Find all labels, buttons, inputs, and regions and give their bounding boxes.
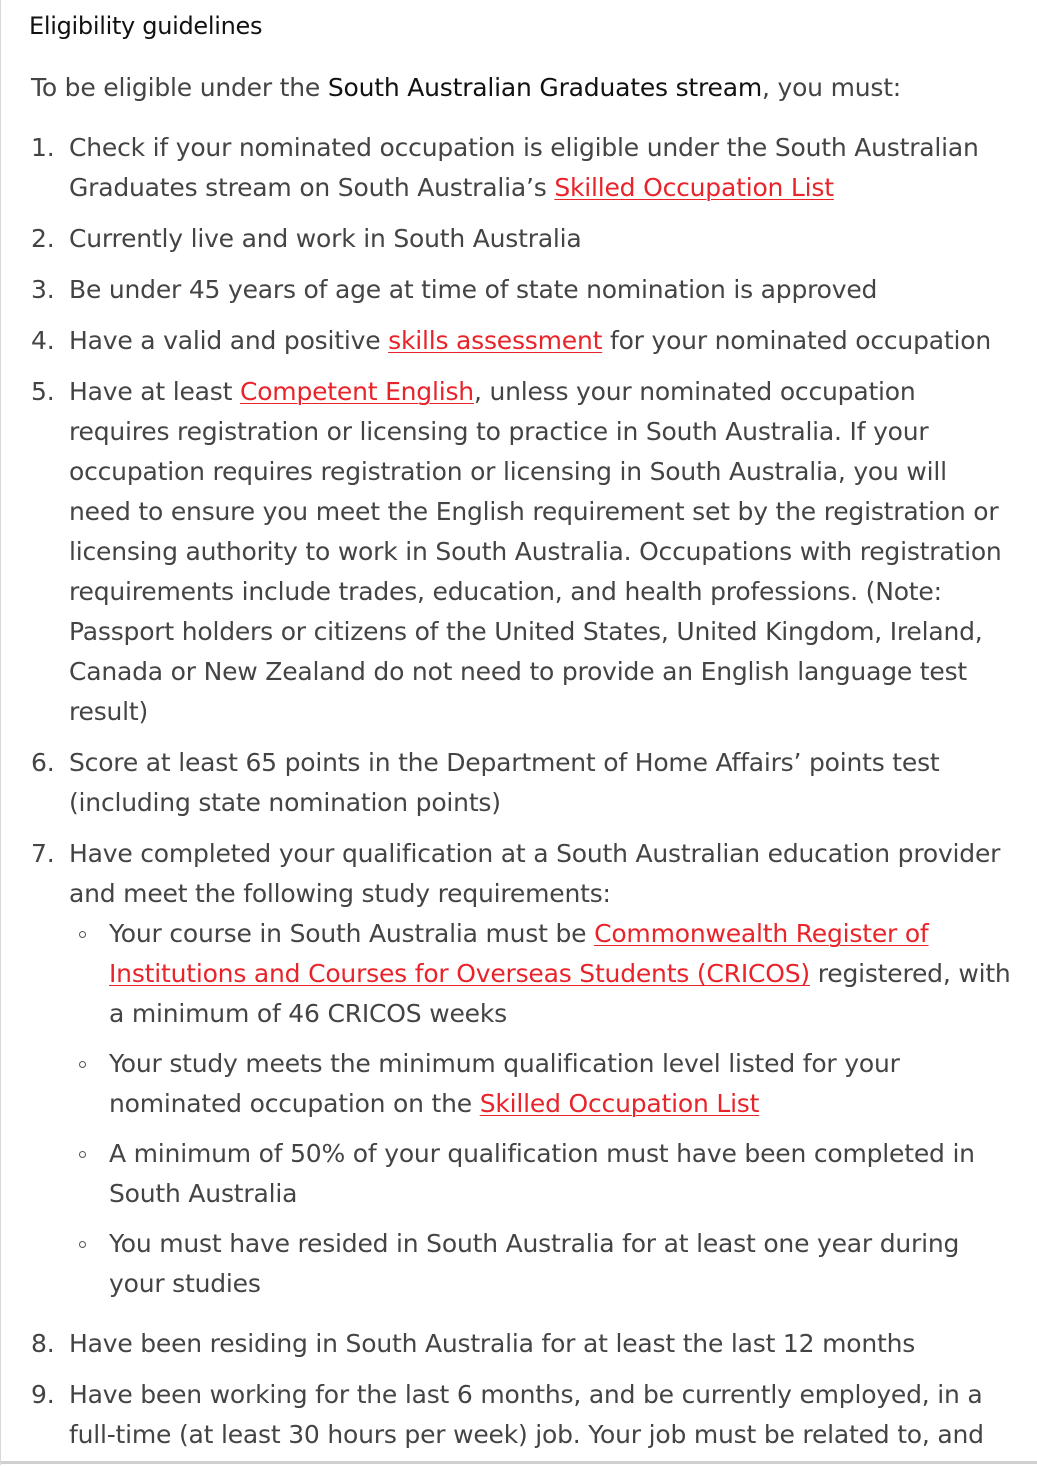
item-number: 4. [31, 326, 55, 355]
bullet-icon [79, 931, 86, 938]
item-number: 1. [31, 133, 55, 162]
section-heading: Eligibility guidelines [29, 12, 263, 40]
sub-item-4 [69, 1224, 1011, 1304]
skilled-occupation-list-link[interactable]: Skilled Occupation List [554, 173, 834, 202]
item-number: 2. [31, 224, 55, 253]
intro-paragraph [31, 70, 901, 106]
intro-prefix: To be eligible under the [31, 73, 328, 102]
sub-item-text: Your study meets the minimum qualification level listed for your nominated occupation on the [109, 1049, 900, 1118]
sub-item-text: Your course in South Australia must be [109, 919, 595, 948]
skills-assessment-link[interactable]: skills assessment [388, 326, 603, 355]
stream-name: South Australian Graduates stream [327, 73, 762, 102]
study-requirements-list [69, 914, 1011, 1304]
bottom-divider [1, 1461, 1037, 1464]
list-item-3 [1, 270, 1031, 310]
sub-item-text: You must have resided in South Australia for at least one year during your studies [109, 1229, 960, 1298]
item-text: Have been working for the last 6 months, and be currently employed, in a full-time (at least 30 hours per week) job. Your job must be related to, and [69, 1380, 984, 1449]
item-text: Score at least 65 points in the Department of Home Affairs’ points test (including state nomination points) [69, 748, 940, 817]
cricos-link[interactable]: Commonwealth Register of Institutions and Courses for Overseas Students (CRICOS) [109, 919, 929, 988]
item-number: 9. [31, 1380, 55, 1409]
list-item-8 [1, 1324, 1031, 1364]
sub-item-2 [69, 1044, 1011, 1124]
list-item-5 [1, 372, 1031, 732]
item-text: Have been residing in South Australia for at least the last 12 months [69, 1329, 916, 1358]
item-number: 5. [31, 377, 55, 406]
skilled-occupation-list-link-2[interactable]: Skilled Occupation List [479, 1089, 760, 1118]
item-text: Have a valid and positive [69, 326, 389, 355]
item-text: Be under 45 years of age at time of state nomination is approved [69, 275, 878, 304]
item-number: 7. [31, 839, 55, 868]
sub-item-text-after: registered, with a minimum of 46 CRICOS weeks [109, 959, 1011, 1028]
item-number: 3. [31, 275, 55, 304]
item-text: Have at least [69, 377, 240, 406]
item-number: 8. [31, 1329, 55, 1358]
bullet-icon [79, 1061, 86, 1068]
competent-english-link[interactable]: Competent English [239, 377, 474, 406]
sub-item-3 [69, 1134, 1011, 1214]
list-item-6 [1, 743, 1031, 823]
intro-suffix: , you must: [762, 73, 902, 102]
item-number: 6. [31, 748, 55, 777]
list-item-4 [1, 321, 1031, 361]
sub-item-1 [69, 914, 1011, 1034]
sub-item-text: A minimum of 50% of your qualification must have been completed in South Australia [109, 1139, 975, 1208]
bullet-icon [79, 1241, 86, 1248]
list-item-1 [1, 128, 1031, 208]
item-text-after: , unless your nominated occupation requires registration or licensing to practice in South Australia. If your occupation requires registration or licensing in South Australia, you will need to ensure you meet the English requirement set by the registration or licensing authority to work in South Australia. Occupations with registration requirements include trades, education, and health professions. (Note: Passport holders or citizens of the United States, United Kingdom, Ireland, Canada or New Zealand do not need to provide an English language test result) [69, 377, 1002, 726]
item-text: Check if your nominated occupation is eligible under the South Australian Graduates stream on South Australia’s [69, 133, 979, 202]
item-text-after: for your nominated occupation [602, 326, 991, 355]
list-item-2 [1, 219, 1031, 259]
list-item-7 [1, 834, 1031, 1304]
bullet-icon [79, 1151, 86, 1158]
eligibility-list [1, 128, 1031, 1466]
list-item-9 [1, 1375, 1031, 1455]
item-text: Have completed your qualification at a South Australian education provider and meet the following study requirements: [69, 839, 1001, 908]
item-text: Currently live and work in South Australia [69, 224, 582, 253]
